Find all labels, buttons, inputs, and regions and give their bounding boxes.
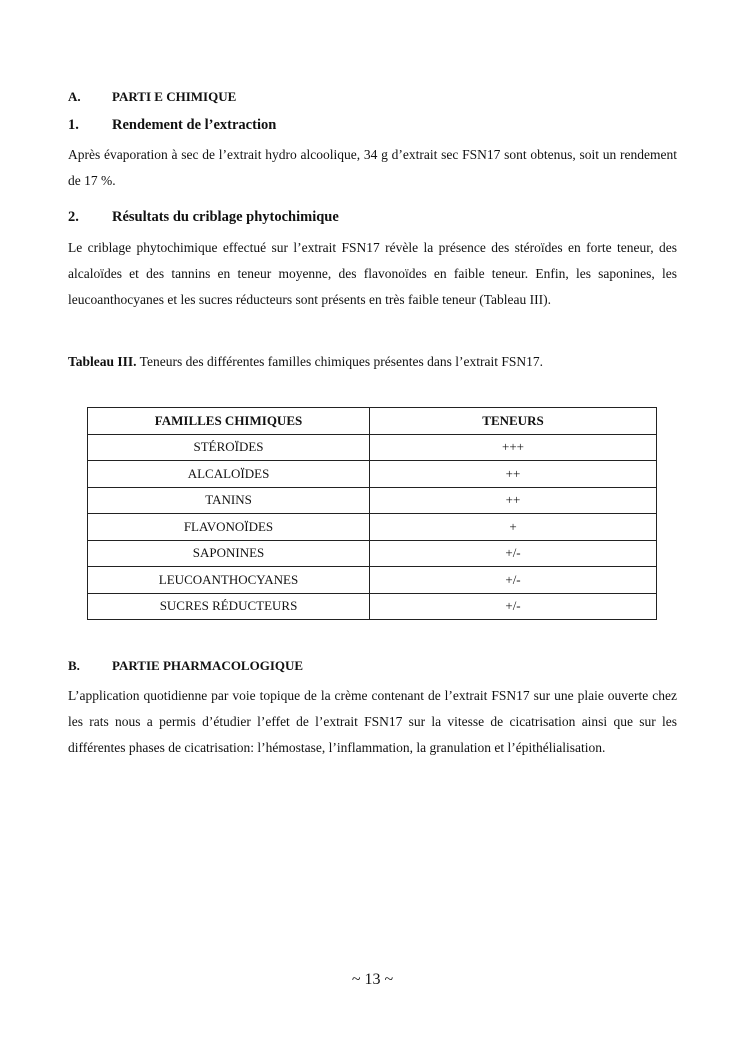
subsection-1-number: 1. (68, 117, 79, 133)
table-caption-text: Teneurs des différentes familles chimiques présentes dans l’extrait FSN17. (136, 354, 544, 369)
content-cell: ++ (370, 487, 657, 514)
family-cell: STÉROÏDES (88, 434, 370, 461)
table-row (88, 514, 657, 541)
table-header-row (88, 408, 657, 435)
table-row (88, 434, 657, 461)
paragraph-phytochemical-screening: Le criblage phytochimique effectué sur l’extrait FSN17 révèle la présence des stéroïdes en forte teneur, des alcaloïdes et des tannins en teneur moyenne, des flavonoïdes en faible teneur. Enfin, les saponines, les leucoanthocyanes et les sucres réducteurs sont présents en très faible teneur (Tableau III). (68, 240, 677, 307)
subsection-2-title: Résultats du criblage phytochimique (112, 209, 339, 225)
chemical-families-table (87, 407, 657, 620)
family-cell: LEUCOANTHOCYANES (88, 567, 370, 594)
content-cell: ++ (370, 461, 657, 488)
family-cell: FLAVONOÏDES (88, 514, 370, 541)
paragraph-pharmacology: L’application quotidienne par voie topique de la crème contenant de l’extrait FSN17 sur une plaie ouverte chez les rats nous a permis d’étudier l’effet de l’extrait FSN17 sur la vitesse de cicatrisation ainsi que sur les différentes phases de cicatrisation: l’hémostase, l’inflammation, la granulation et l’épithélialisation. (68, 688, 677, 755)
header-contents: TENEURS (370, 408, 657, 435)
subsection-1-title: Rendement de l’extraction (112, 117, 277, 133)
table-row (88, 567, 657, 594)
paragraph-extraction-yield: Après évaporation à sec de l’extrait hydro alcoolique, 34 g d’extrait sec FSN17 sont obtenus, soit un rendement de 17 %. (68, 147, 677, 188)
content-cell: +/- (370, 540, 657, 567)
table-caption-label: Tableau III. (68, 354, 137, 369)
section-b-letter: B. (68, 658, 80, 673)
table-row (88, 487, 657, 514)
table-caption (68, 354, 543, 370)
table-row (88, 461, 657, 488)
table-row (88, 540, 657, 567)
content-cell: +/- (370, 593, 657, 620)
content-cell: +/- (370, 567, 657, 594)
subsection-2-number: 2. (68, 209, 79, 225)
table-row (88, 593, 657, 620)
family-cell: TANINS (88, 487, 370, 514)
subsection-1-heading (68, 117, 276, 134)
section-b-heading (68, 658, 303, 674)
family-cell: ALCALOÏDES (88, 461, 370, 488)
subsection-2-heading (68, 209, 339, 226)
header-families: FAMILLES CHIMIQUES (88, 408, 370, 435)
content-cell: +++ (370, 434, 657, 461)
section-a-heading (68, 89, 236, 105)
section-a-letter: A. (68, 89, 81, 104)
content-cell: + (370, 514, 657, 541)
section-a-title: PARTI E CHIMIQUE (112, 89, 237, 104)
page-number: ~ 13 ~ (351, 971, 394, 988)
family-cell: SUCRES RÉDUCTEURS (88, 593, 370, 620)
section-b-title: PARTIE PHARMACOLOGIQUE (112, 658, 304, 673)
family-cell: SAPONINES (88, 540, 370, 567)
